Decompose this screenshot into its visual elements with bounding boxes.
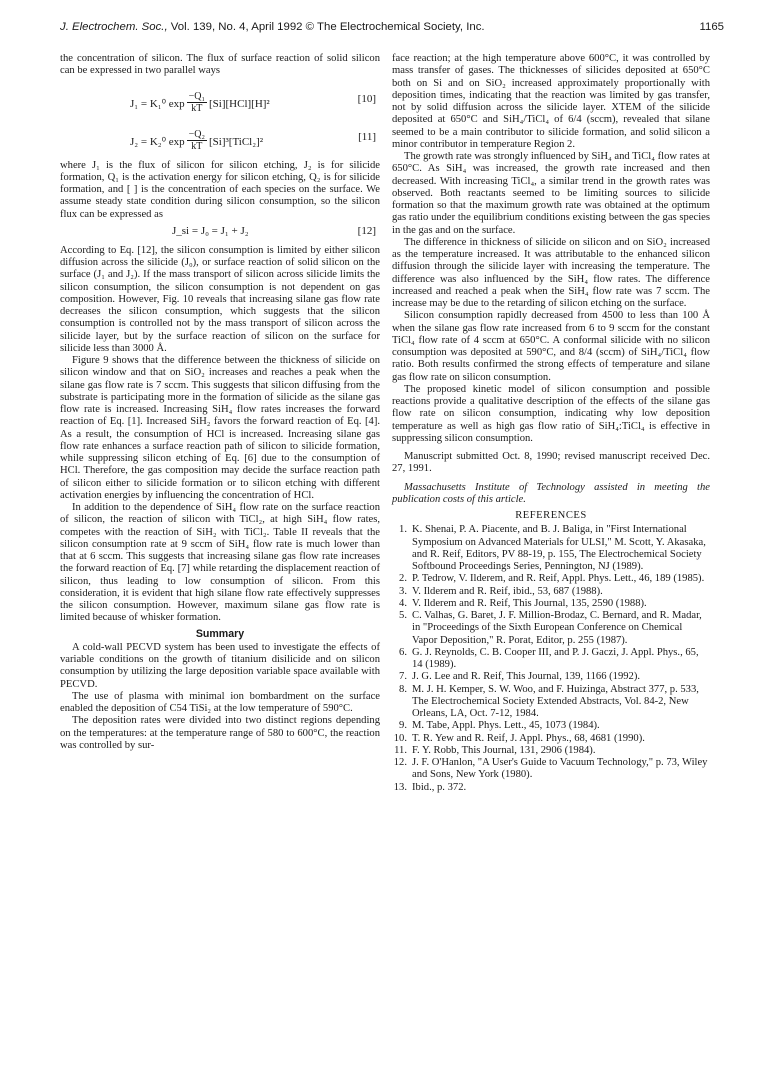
reference-item (392, 598, 710, 610)
reference-text: G. J. Reynolds, C. B. Cooper III, and P. J. Gaczi, J. Appl. Phys., 65, 14 (1989). (412, 646, 699, 670)
reference-number: 5. (399, 610, 407, 621)
equation-body: J_si = J₀ = J₁ + J₂ (172, 224, 249, 237)
reference-text: F. Y. Robb, This Journal, 131, 2906 (1984). (412, 744, 596, 756)
reference-text: M. Tabe, Appl. Phys. Lett., 45, 1073 (1984). (412, 720, 600, 732)
reference-text: M. J. H. Kemper, S. W. Woo, and F. Huizinga, Abstract 377, p. 533, The Electrochemical Society Extended Abstracts, Vol. 84-2, New Orleans, LA, Oct. 7-12, 1984. (412, 683, 699, 719)
paragraph: Silicon consumption rapidly decreased from 4500 to less than 100 Å when the silane gas flow rate increased from 6 to 9 sccm for the constant TiCl₄ flow rate of 4 sccm at 650°C. A conformal silicide with no silicon consumption was deposited at 590°C, and 8/4 (sccm) of SiH₄/TiCl₄ flow ratio. Both results confirmed the strong effects of temperature and silane gas flow rate on silicon consumption. (392, 310, 710, 383)
reference-item (392, 684, 710, 721)
fraction-numerator: −Q₂ (188, 128, 205, 140)
fraction-denominator: kT (191, 140, 203, 152)
equation-rhs: [Si][HCl][H]² (209, 97, 270, 110)
reference-item (392, 524, 710, 573)
journal-citation (60, 21, 485, 33)
reference-number: 4. (399, 597, 407, 609)
equation-12 (60, 225, 380, 241)
reference-text: J. F. O'Hanlon, "A User's Guide to Vacuum Technology," p. 73, Wiley and Sons, New York (1980). (412, 757, 708, 781)
paragraph: the concentration of silicon. The flux of surface reaction of solid silicon can be expressed in two parallel ways (60, 53, 380, 77)
reference-number: 7. (399, 671, 407, 683)
reference-item (392, 733, 710, 745)
paragraph: face reaction; at the high temperature above 600°C, it was controlled by mass transfer of gases. The thicknesses of silicides deposited at 650°C both on Si and on SiO₂ increased approximately proportionally with deposition times, indicating that the reaction was limited by gas transfer, not by solid diffusion across the silicide layer. XTEM of the silicide deposited at 650°C and SiH₄/TiCl₄ of 6/4 (sccm), revealed that silane seemed to be a main contributor to silicide formation, and solid silicon a minor contributor in temperature Region 2. (392, 53, 710, 150)
reference-item (392, 647, 710, 672)
reference-number: 2. (399, 573, 407, 585)
paragraph: The difference in thickness of silicide on silicon and on SiO₂ increased as the temperature increased. It was attributable to the enhanced silicon diffusion through the silicide layer with increasing the temperature. The difference was also influenced by the SiH₄ flow rates. The difference increased and reached a peak when the SiH₄ flow rate was 7 sccm. The increase may be due to the retarding of silicon etching on the surface. (392, 236, 710, 309)
fraction-numerator: −Q₁ (188, 90, 205, 102)
reference-text: V. Ilderem and R. Reif, This Journal, 135, 2590 (1988). (412, 597, 647, 609)
paragraph: In addition to the dependence of SiH₄ flow rate on the surface reaction of silicon, the reaction of silicon with TiCl₂, at high SiH₄ flow rates, competes with the reaction of SiH₂ with TiCl₂. Table II reveals that the silicon consumption rate at 9 sccm of SiH₄ flow rate is much lower than that at 6 sccm. This suggests that increasing silane gas flow rate increases the forward reaction of Eq. [7] while retarding the displacement reaction of silicon, thus leading to low consumption of silicon. From this consideration, it is evident that high silane flow rate effectively suppresses the silicon consumption. However, maximum silane gas flow rate is limited because of whisker formation. (60, 502, 380, 624)
reference-number: 12. (393, 757, 407, 768)
reference-text: V. Ilderem and R. Reif, ibid., 53, 687 (1988). (412, 585, 603, 597)
manuscript-note: Manuscript submitted Oct. 8, 1990; revised manuscript received Dec. 27, 1991. (392, 451, 710, 475)
reference-number: 13. (393, 781, 407, 793)
equation-body (130, 128, 264, 154)
references-heading: REFERENCES (515, 510, 587, 521)
equation-fraction (187, 91, 207, 114)
equation-number: [12] (357, 224, 376, 237)
reference-item (392, 782, 710, 794)
reference-item (392, 586, 710, 598)
reference-text: J. G. Lee and R. Reif, This Journal, 139, 1166 (1992). (412, 671, 641, 683)
equation-10 (60, 84, 380, 114)
equation-rhs: [Si]³[TiCl₂]² (209, 135, 264, 148)
reference-item (392, 573, 710, 585)
paragraph: The growth rate was strongly influenced by SiH₄ and TiCl₄ flow rates at 650°C. As SiH₄ was increased, the growth rate increased and then decreased. With increasing TiCl₄, a similar trend in the growth rates was observed. Both reactants seemed to be limiting sources to silicide formation so that the maximum growth rate was obtained at the optimum gas ratio under the equilibrium conditions existing between the gas species in the gas and on the surface. (392, 151, 710, 236)
reference-number: 8. (399, 683, 407, 695)
reference-text: C. Valhas, G. Baret, J. F. Million-Brodaz, C. Bernard, and R. Madar, in "Proceedings of the Sixth European Conference on Chemical Vapor Deposition," R. Porat, Editor, p. 255 (1987). (412, 610, 702, 646)
reference-text: P. Tedrow, V. Ilderem, and R. Reif, Appl. Phys. Lett., 46, 189 (1985). (412, 573, 705, 585)
equation-fraction (187, 129, 207, 152)
equation-body (130, 90, 270, 116)
reference-number: 11. (394, 744, 407, 756)
reference-item (392, 720, 710, 732)
equation-lhs: J₂ = K₂⁰ exp (130, 135, 185, 148)
reference-number: 1. (399, 524, 407, 536)
volume-info: Vol. 139, No. 4, April 1992 © The Electrochemical Society, Inc. (170, 21, 485, 33)
reference-list (392, 524, 710, 794)
paragraph: Figure 9 shows that the difference between the thickness of silicide on silicon window and that on SiO₂ increases and reaches a peak when the silane gas flow rate is 7 sccm. This suggests that silicon diffusing from the substrate is participating more in the formation of silicide as the silane gas flow rate is increased. Increasing SiH₄ flow rates increases the forward reaction of Eq. [1]. Increased SiH₂ favors the forward reaction of Eq. [4]. As a result, the consumption of HCl is increased. Increasing silane gas flow rate enhances a surface reaction path of silicon to silicide formation, while suppressing silicon etching of Eq. [6] due to the consumption of HCl. Therefore, the gas composition may decide the surface reaction path of silicon either to silicide formation or to silicon etching with different activation energies by influencing the concentration of HCl. (60, 355, 380, 501)
journal-name: J. Electrochem. Soc., (60, 21, 168, 33)
running-header (60, 21, 724, 39)
equation-number: [10] (357, 92, 376, 105)
reference-text: Ibid., p. 372. (412, 781, 467, 793)
right-column (392, 53, 710, 794)
reference-number: 6. (399, 646, 407, 658)
section-heading-summary: Summary (195, 627, 245, 640)
paragraph: where J₁ is the flux of silicon for silicon etching, J₂ is for silicide formation, Q₁ is the activation energy for silicon etching, Q₂ is for silicide formation, and [ ] is the concentration of each species on the surface. We assume steady state condition during silicon consumption, so the silicon flux can be expressed as (60, 159, 380, 220)
left-column (60, 53, 380, 752)
reference-item (392, 610, 710, 647)
paragraph: The proposed kinetic model of silicon consumption and possible reactions provide a qualitative description of the effects of the silane gas flow rate on silicon consumption, indicating why low deposition temperature as well as high gas flow ratio of SiH₄:TiCl₄ is effective in suppressing silicon consumption. (392, 383, 710, 444)
acknowledgment: Massachusetts Institute of Technology assisted in meeting the publication costs of this article. (392, 481, 710, 505)
page-number: 1165 (699, 21, 724, 33)
equation-number: [11] (358, 130, 376, 143)
paragraph: A cold-wall PECVD system has been used to investigate the effects of variable conditions on the growth of titanium disilicide and on silicon consumption by utilizing the large deposition variable space available with PECVD. (60, 641, 380, 690)
reference-item (392, 671, 710, 683)
reference-text: K. Shenai, P. A. Piacente, and B. J. Baliga, in "First International Symposium on Advanced Materials for ULSI," M. Scott, Y. Akasaka, and R. Reif, Editors, PV 88-19, p. 155, The Electrochemical Society Softbound Proceedings Series, Pennington, NJ (1989). (412, 524, 706, 572)
reference-item (392, 757, 710, 782)
equation-lhs: J₁ = K₁⁰ exp (130, 97, 185, 110)
paragraph: The deposition rates were divided into two distinct regions depending on the temperatures: at the temperature range of 580 to 600°C, the reaction was controlled by sur- (60, 715, 380, 751)
reference-number: 3. (399, 585, 407, 597)
reference-item (392, 745, 710, 757)
equation-11 (60, 122, 380, 152)
paragraph: According to Eq. [12], the silicon consumption is limited by either silicon diffusion across the silicide (J₀), or surface reaction of solid silicon on the surface (J₁ and J₂). If the mass transport of silicon across silicide limits the silicon consumption, the silicon consumption is not dependent on gas composition. However, Fig. 10 reveals that increasing silane gas flow rate decreases the silicon consumption, which suggests that the silicon consumption is controlled not by the mass transport of silicon across the silicide layer, but by the surface reaction of silicon on the surface for silicide less than 3000 Å. (60, 244, 380, 354)
paragraph: The use of plasma with minimal ion bombardment on the surface enabled the deposition of C54 TiSi₂ at the low temperature of 590°C. (60, 690, 380, 714)
reference-number: 10. (393, 732, 407, 744)
fraction-denominator: kT (191, 102, 203, 114)
reference-number: 9. (399, 720, 407, 732)
reference-text: T. R. Yew and R. Reif, J. Appl. Phys., 68, 4681 (1990). (412, 732, 645, 744)
